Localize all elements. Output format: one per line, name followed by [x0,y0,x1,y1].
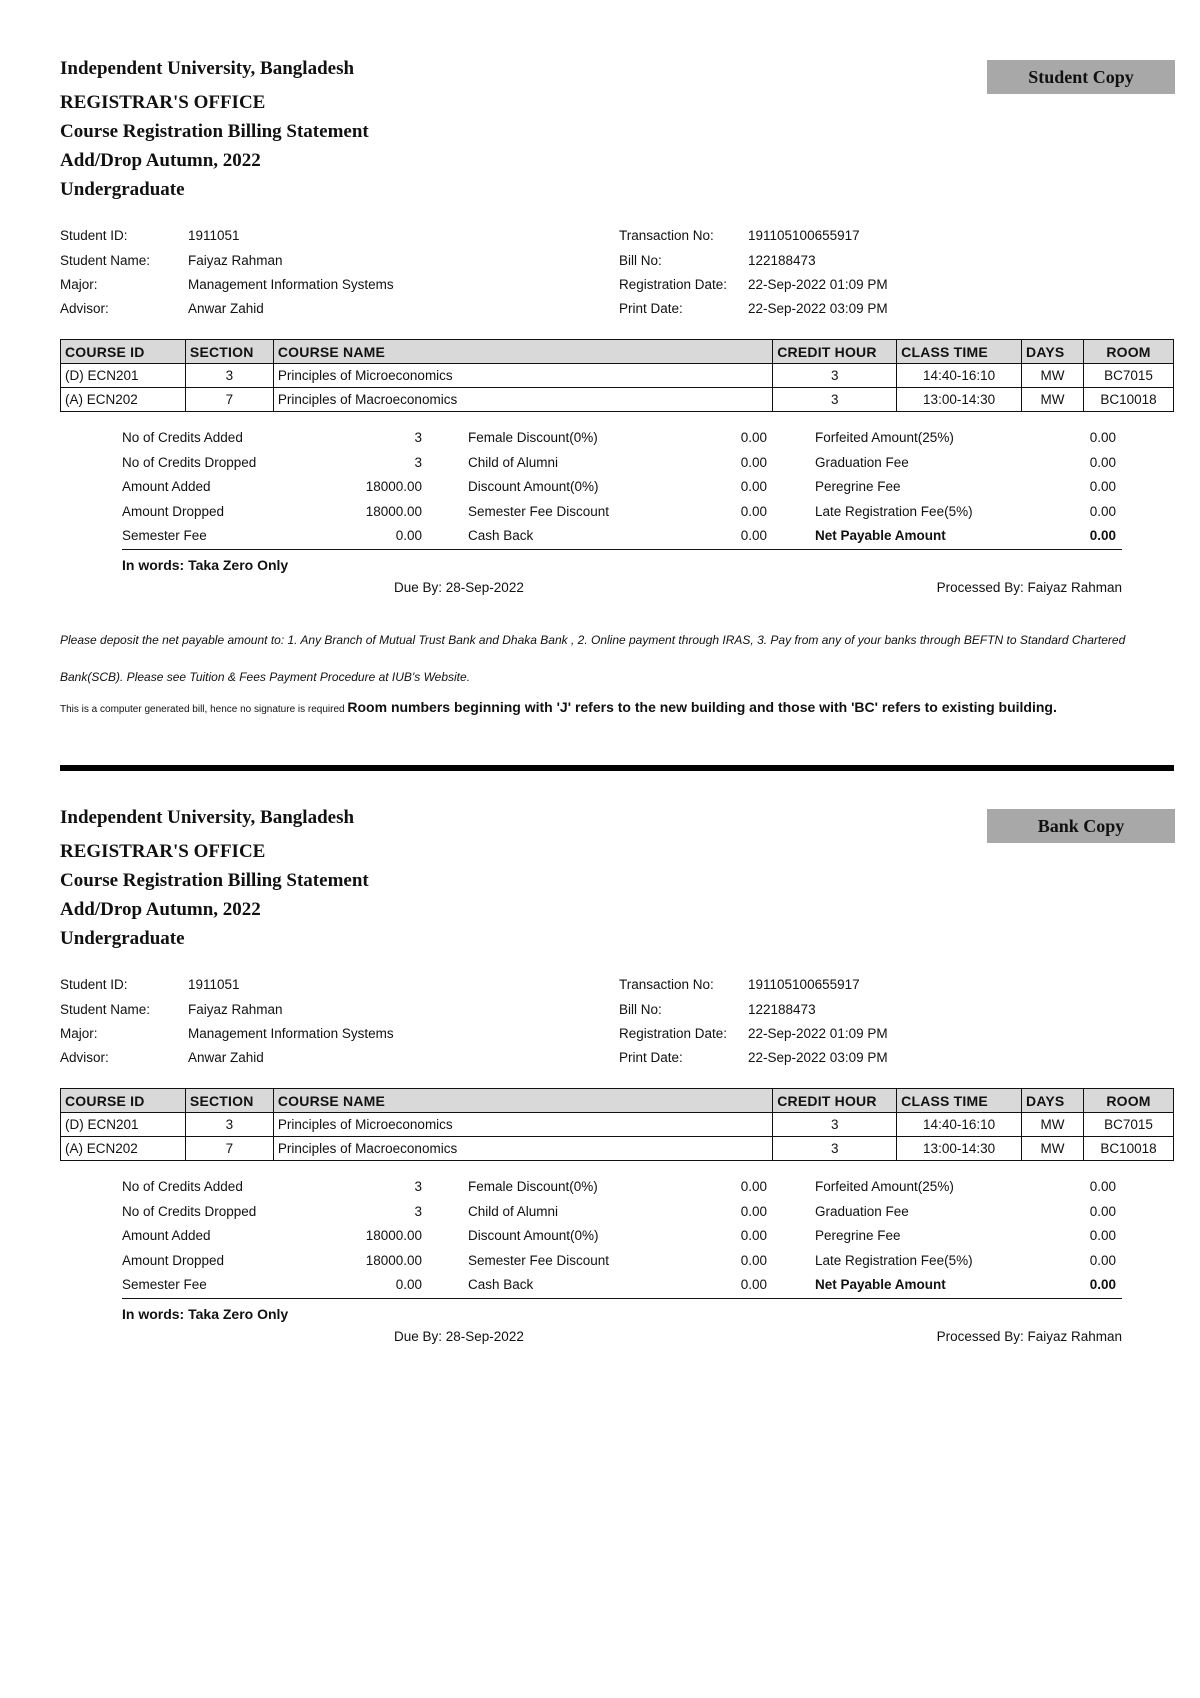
summary-label: Peregrine Fee [815,479,901,494]
print-date: 22-Sep-2022 03:09 PM [748,301,888,316]
due-by: Due By: 28-Sep-2022 [394,1328,524,1344]
summary-value: 0.00 [395,528,422,543]
summary-row [122,1249,1122,1274]
course-table [60,339,1174,412]
summary-row [122,475,1122,500]
summary-label: Semester Fee Discount [468,503,610,519]
summary-value: 0.00 [1089,1179,1116,1194]
table-cell: MW [1022,1137,1084,1161]
student-info [60,973,1174,1073]
student-copy [60,58,1174,720]
table-cell: 3 [185,1113,273,1137]
table-cell: MW [1022,388,1084,412]
column-header: DAYS [1022,340,1084,364]
amount-in-words: In words: Taka Zero Only [122,556,289,573]
column-header: CREDIT HOUR [773,340,897,364]
summary-row [122,1200,1122,1225]
table-cell: BC10018 [1084,1137,1174,1161]
due-by: Due By: 28-Sep-2022 [394,579,524,595]
column-header: CLASS TIME [897,1089,1022,1113]
copy-badge: Bank Copy [987,809,1175,843]
summary-value: 0.00 [740,1179,767,1194]
print-date-label: Print Date: [619,1050,683,1065]
summary-value: 0.00 [1089,430,1116,445]
summary-value: 18000.00 [365,479,422,494]
summary-label: Semester Fee [122,1277,207,1292]
processed-by: Processed By: Faiyaz Rahman [936,1328,1122,1344]
summary-value: 0.00 [1089,1203,1116,1219]
summary-label: Child of Alumni [468,454,559,470]
summary-value: 0.00 [740,1203,767,1219]
column-header: CREDIT HOUR [773,1089,897,1113]
summary-label: Amount Dropped [122,503,225,519]
summary-label: Graduation Fee [815,1203,909,1219]
course-table-body [61,364,1174,412]
summary-row [122,1175,1122,1200]
summary-label: Female Discount(0%) [468,430,598,445]
summary-value: 0.00 [1089,503,1116,519]
student-name: Faiyaz Rahman [188,1002,283,1017]
table-cell: 3 [185,364,273,388]
summary-label: Discount Amount(0%) [468,479,599,494]
level: Undergraduate [60,179,185,200]
summary-label: No of Credits Dropped [122,1203,257,1219]
advisor: Anwar Zahid [188,301,264,316]
table-cell: BC10018 [1084,388,1174,412]
summary-label: Cash Back [468,528,534,543]
summary-value: 0.00 [740,1228,767,1243]
summary-value: 0.00 [740,454,767,470]
column-header: COURSE ID [61,340,186,364]
registration-date-label: Registration Date: [619,277,728,292]
term: Add/Drop Autumn, 2022 [60,899,261,920]
table-cell: 3 [773,364,897,388]
summary-label: Amount Dropped [122,1252,225,1268]
summary-value: 0.00 [1089,454,1116,470]
table-cell: 7 [185,1137,273,1161]
transaction-no: 191105100655917 [748,977,860,992]
registrar-office: REGISTRAR'S OFFICE [60,92,266,113]
summary-label: Forfeited Amount(25%) [815,1179,954,1194]
summary-value: 0.00 [740,1252,767,1268]
bank-copy [60,807,1174,1349]
bill-no-label: Bill No: [619,253,662,268]
transaction-no-label: Transaction No: [619,228,714,243]
summary-label: Peregrine Fee [815,1228,901,1243]
column-header: SECTION [185,340,273,364]
table-cell: MW [1022,1113,1084,1137]
column-header: COURSE NAME [273,340,772,364]
summary-value: 0.00 [1089,479,1116,494]
table-row [61,1113,1174,1137]
transaction-no: 191105100655917 [748,228,860,243]
column-header: COURSE NAME [273,1089,772,1113]
summary-row [122,524,1122,550]
course-table-body [61,1113,1174,1161]
advisor-label: Advisor: [60,1050,109,1065]
column-header: COURSE ID [61,1089,186,1113]
table-row [61,1137,1174,1161]
major: Management Information Systems [188,277,394,292]
summary-row [122,1273,1122,1299]
summary-value: 3 [414,430,422,445]
student-name-label: Student Name: [60,253,151,268]
table-cell: 14:40-16:10 [897,364,1022,388]
summary-label: Child of Alumni [468,1203,559,1219]
table-cell: 14:40-16:10 [897,1113,1022,1137]
student-id: 1911051 [188,228,240,243]
university-name: Independent University, Bangladesh [60,58,355,79]
student-id-label: Student ID: [60,977,128,992]
table-cell: 3 [773,1137,897,1161]
summary-label: Female Discount(0%) [468,1179,598,1194]
table-cell: Principles of Macroeconomics [273,388,772,412]
computer-generated-note: This is a computer generated bill, hence no signature is required [60,703,345,715]
table-cell: (A) ECN202 [61,1137,186,1161]
registration-date-label: Registration Date: [619,1026,728,1041]
university-name: Independent University, Bangladesh [60,807,355,828]
table-cell: (A) ECN202 [61,388,186,412]
summary-label: Late Registration Fee(5%) [815,1252,973,1268]
table-cell: 3 [773,388,897,412]
table-cell: 13:00-14:30 [897,1137,1022,1161]
table-cell: BC7015 [1084,1113,1174,1137]
footer-notice [60,697,1174,720]
summary-value: 3 [414,1179,422,1194]
course-table-header [61,1089,1174,1113]
major-label: Major: [60,1026,98,1041]
copy-divider [60,765,1174,771]
summary-label: No of Credits Dropped [122,454,257,470]
summary-value: 0.00 [1089,1277,1116,1292]
summary-label: Amount Added [122,479,211,494]
registration-date: 22-Sep-2022 01:09 PM [748,1026,888,1041]
amount-in-words: In words: Taka Zero Only [122,1305,289,1322]
summary-label: Amount Added [122,1228,211,1243]
summary-label: Net Payable Amount [815,528,946,543]
fee-summary [122,426,1122,550]
bill-no-label: Bill No: [619,1002,662,1017]
student-name-label: Student Name: [60,1002,151,1017]
table-row [61,388,1174,412]
summary-row [122,500,1122,525]
summary-label: Discount Amount(0%) [468,1228,599,1243]
table-cell: Principles of Microeconomics [273,364,772,388]
summary-value: 0.00 [1089,1252,1116,1268]
print-date: 22-Sep-2022 03:09 PM [748,1050,888,1065]
statement-title: Course Registration Billing Statement [60,121,369,142]
summary-value: 0.00 [740,430,767,445]
room-number-note: Room numbers beginning with 'J' refers to the new building and those with 'BC' refers to existing building. [347,698,1057,715]
summary-row [122,1224,1122,1249]
summary-value: 18000.00 [365,1228,422,1243]
summary-value: 18000.00 [365,1252,422,1268]
summary-value: 0.00 [1089,528,1116,543]
column-header: SECTION [185,1089,273,1113]
advisor: Anwar Zahid [188,1050,264,1065]
summary-label: Cash Back [468,1277,534,1292]
summary-label: Semester Fee [122,528,207,543]
summary-row [122,451,1122,476]
advisor-label: Advisor: [60,301,109,316]
column-header: ROOM [1084,1089,1174,1113]
table-cell: 7 [185,388,273,412]
student-id: 1911051 [188,977,240,992]
registrar-office: REGISTRAR'S OFFICE [60,841,266,862]
summary-value: 0.00 [740,479,767,494]
major-label: Major: [60,277,98,292]
table-cell: BC7015 [1084,364,1174,388]
course-table [60,1088,1174,1161]
table-cell: (D) ECN201 [61,364,186,388]
summary-value: 0.00 [740,528,767,543]
course-table-header [61,340,1174,364]
student-info [60,224,1174,324]
summary-label: Semester Fee Discount [468,1252,610,1268]
student-id-label: Student ID: [60,228,128,243]
bill-no: 122188473 [748,253,816,268]
summary-label: Forfeited Amount(25%) [815,430,954,445]
payment-notice: Please deposit the net payable amount to: 1. Any Branch of Mutual Trust Bank and Dhaka Bank , 2. Online payment through IRAS, 3. Pay from any of your banks through BEFTN to Standard Chartered Bank(SCB). Please see Tuition & Fees Payment Procedure at IUB's Website. [60,632,1126,684]
major: Management Information Systems [188,1026,394,1041]
student-name: Faiyaz Rahman [188,253,283,268]
column-header: DAYS [1022,1089,1084,1113]
table-cell: Principles of Microeconomics [273,1113,772,1137]
column-header: ROOM [1084,340,1174,364]
level: Undergraduate [60,928,185,949]
summary-value: 0.00 [740,503,767,519]
statement-title: Course Registration Billing Statement [60,870,369,891]
summary-value: 0.00 [1089,1228,1116,1243]
summary-value: 3 [414,454,422,470]
column-header: CLASS TIME [897,340,1022,364]
summary-value: 3 [414,1203,422,1219]
table-cell: Principles of Macroeconomics [273,1137,772,1161]
term: Add/Drop Autumn, 2022 [60,150,261,171]
copy-badge: Student Copy [987,60,1175,94]
processed-by: Processed By: Faiyaz Rahman [936,579,1122,595]
transaction-no-label: Transaction No: [619,977,714,992]
table-cell: (D) ECN201 [61,1113,186,1137]
bill-no: 122188473 [748,1002,816,1017]
print-date-label: Print Date: [619,301,683,316]
summary-value: 18000.00 [365,503,422,519]
summary-label: Graduation Fee [815,454,909,470]
table-cell: MW [1022,364,1084,388]
fee-summary [122,1175,1122,1299]
summary-label: No of Credits Added [122,1179,243,1194]
summary-label: Late Registration Fee(5%) [815,503,973,519]
summary-row [122,426,1122,451]
table-cell: 3 [773,1113,897,1137]
summary-value: 0.00 [740,1277,767,1292]
table-cell: 13:00-14:30 [897,388,1022,412]
summary-value: 0.00 [395,1277,422,1292]
summary-label: No of Credits Added [122,430,243,445]
table-row [61,364,1174,388]
summary-label: Net Payable Amount [815,1277,946,1292]
registration-date: 22-Sep-2022 01:09 PM [748,277,888,292]
